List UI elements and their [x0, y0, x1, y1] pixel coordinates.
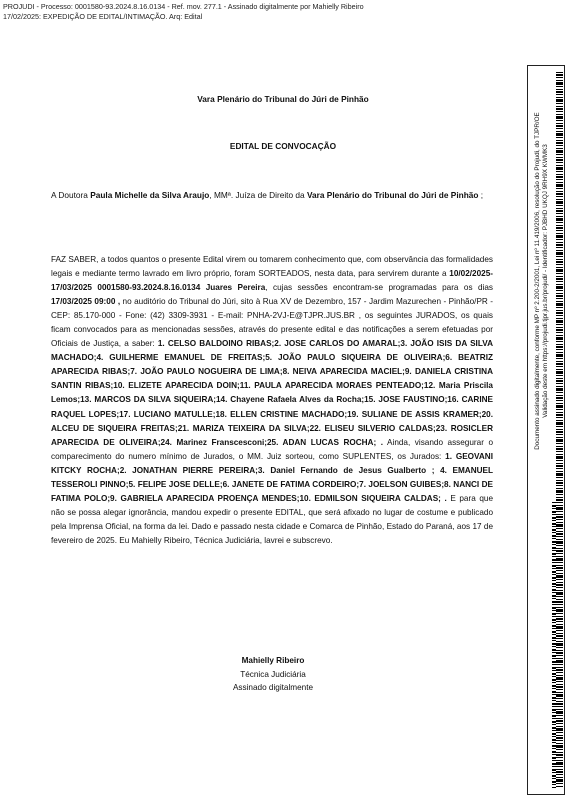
header-process-line: PROJUDI - Processo: 0001580-93.2024.8.16.0134 - Ref. mov. 277.1 - Assinado digitalmente por Mahielly Ribeiro: [3, 2, 364, 11]
intro-paragraph: [51, 188, 493, 202]
document-title: EDITAL DE CONVOCAÇÃO: [229, 141, 337, 151]
court-name: Vara Plenário do Tribunal do Júri de Pinhão: [197, 94, 369, 104]
signer-role: Técnica Judiciária: [240, 669, 306, 679]
judge-name: Paula Michelle da Silva Araujo: [90, 190, 210, 200]
body-text-4: Ainda, visando assegurar o comparecimento do numero mínimo de Jurados, o MM. Juiz sorteou, como SUPLENTES, os Jurados:: [51, 437, 493, 461]
validation-text: [530, 66, 554, 496]
signer-name: Mahielly Ribeiro: [241, 656, 305, 665]
validation-line-1: Documento assinado digitalmente, conforme MP nº 2.200-2/2001, Lei nº 11.419/2006, resolução do Projudi, do TJPR/OE: [534, 112, 541, 450]
header-date-line: 17/02/2025: EXPEDIÇÃO DE EDITAL/INTIMAÇÃO. Arq: Edital: [3, 12, 203, 21]
body-paragraph: [51, 253, 493, 548]
intro-text-3: ;: [478, 190, 484, 200]
intro-text-1: A Doutora: [51, 190, 91, 200]
document-header: [3, 2, 523, 22]
juror-list: 1. CELSO BALDOINO RIBAS;2. JOSE CARLOS DO AMARAL;3. JOÃO ISIS DA SILVA MACHADO;4. GUILHERME EMANUEL DE FREITAS;5. JOÃO PAULO SIQUEIRA DE OLIVEIRA;6. BEATRIZ APARECIDA RIBAS;7. JOÃO PAULO NOGUEIRA DE LIMA;8. NEIVA APARECIDA MACIEL;9. DANIELA CRISTINA SANTIN RIBAS;10. ELIZETE APARECIDA DOIN;11. PAULA APARECIDA MORAES PENTEADO;12. Maria Priscila Lemos;13. MARCOS DA SILVA SIQUEIRA;14. Chayene Rafaela Alves da Rocha;15. JOSE FAUSTINO;16. CARINE RAQUEL LOPES;17. LUCIANO MATULLE;18. ELLEN CRISTINE MACHADO;19. SULIANE DE ASSIS KRAMER;20. ALCEU DE SIQUEIRA FREITAS;21. MARIZA TEIXEIRA DA SILVA;22. ELISEU SILVERIO CALDAS;23. ROSICLER APARECIDA DE OLIVEIRA;24. Marinez Franscesconi;25. ADAN LUCAS ROCHA; .: [51, 339, 493, 447]
body-text-1: FAZ SABER, a todos quantos o presente Edital virem ou tomarem conhecimento que, com observância das formalidades legais e mediante termo lavrado em livro próprio, foram SORTEADOS, nesta data, para servirem durante a: [51, 255, 493, 279]
signature-block: [0, 654, 546, 695]
body-text-3: no auditório do Tribunal do Júri, sito à Rua XV de Dezembro, 157 - Jardim Mazurechen - Pinhão/PR - CEP: 85.170-000 - Fone: (42) 3309-3931 - E-mail: PNHA-2VJ-E@TJPR.JUS.BR , os seguintes JURADOS, os quais ficam convocados para as mencionadas sessões, através do presente edital e das notificações a serem efetuadas por Oficiais de Justiça, a saber:: [51, 297, 493, 349]
validation-line-2: Validação deste em https://projudi.tjpr.jus.br/projudi/ - Identificador: PJBHD UKQJ 9RH9X KWMK3: [542, 144, 549, 418]
intro-text-2: , MMª. Juíza de Direito da: [209, 190, 307, 200]
session-date: 17/03/2025 09:00 ,: [51, 297, 121, 307]
document-title-block: [0, 141, 566, 151]
barcode-icon: [556, 72, 563, 788]
body-text-5: E para que não se possa alegar ignorância, mandou expedir o presente EDITAL, que será afixado no lugar de costume e publicado pela Imprensa Oficial, na forma da lei. Dado e passado nesta cidade e Comarca de Pinhão, Estado do Paraná, aos 17 de fevereiro de 2025. Eu Mahielly Ribeiro, Técnica Judiciária, lavrei e subscrevo.: [51, 493, 493, 545]
court-heading: [0, 94, 566, 104]
validation-sidebar: [527, 65, 565, 795]
intro-court-name: Vara Plenário do Tribunal do Júri de Pinhão: [306, 190, 479, 200]
body-text-2: , cujas sessões encontram-se programadas para os dias: [265, 283, 493, 293]
signature-note: Assinado digitalmente: [232, 683, 314, 692]
barcode-secondary-icon: [552, 502, 556, 788]
session-period: 10/02/2025-17/03/2025 0001580-93.2024.8.16.0134 Juares Pereira: [51, 269, 493, 293]
substitute-list: 1. GEOVANI KITCKY ROCHA;2. JONATHAN PIERRE PEREIRA;3. Daniel Fernando de Jesus Gualberto ; 4. EMANUEL TESSEROLI PINNO;5. FELIPE JOSE DELLE;6. JANETE DE FATIMA CORDEIRO;7. JOELSON GUIBES;8. NANCI DE FATIMA POLO;9. GABRIELA APARECIDA PROENÇA MENDES;10. EDMILSON SIQUEIRA CALDAS; .: [51, 451, 493, 503]
